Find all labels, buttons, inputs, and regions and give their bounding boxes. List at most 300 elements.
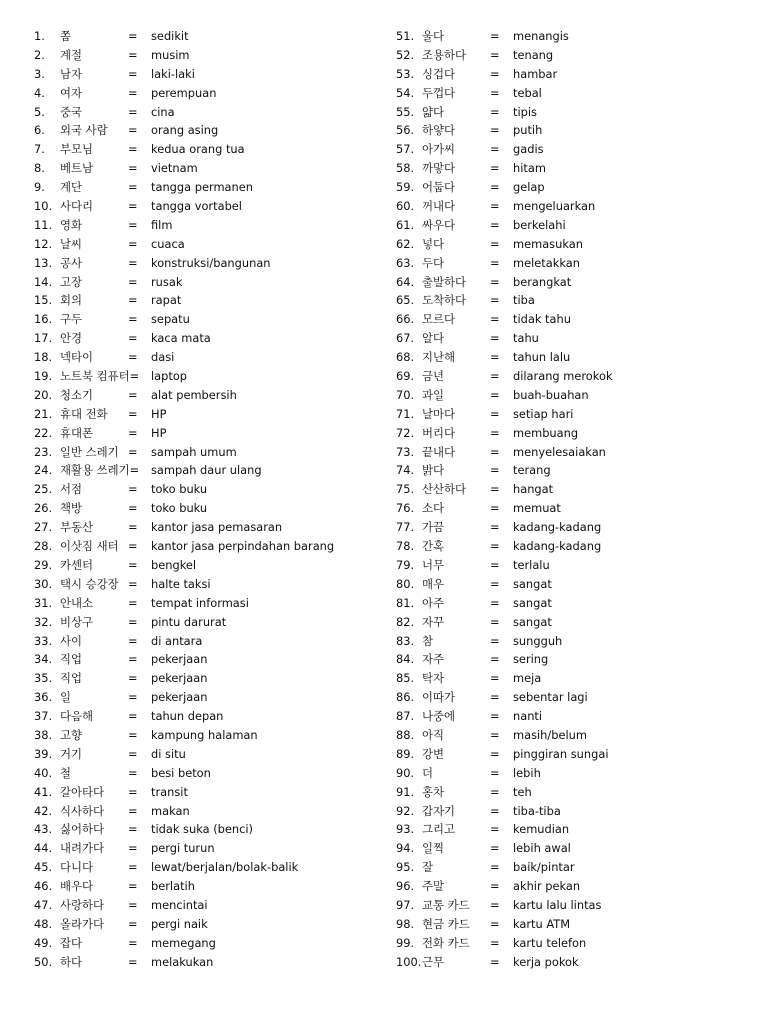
entry-number: 35. [34,671,53,686]
entry-number: 21. [34,406,53,421]
indonesian-translation: kartu lalu lintas [513,897,602,912]
equals-sign: = [128,217,138,232]
korean-word: 베트남 [60,161,94,176]
korean-word: 사이 [60,633,83,648]
korean-word: 그리고 [422,822,456,837]
equals-sign: = [128,614,138,629]
equals-sign: = [128,879,138,894]
entry-number: 84. [396,652,415,667]
equals-sign: = [490,161,500,176]
entry-number: 74. [396,463,415,478]
indonesian-translation: pekerjaan [151,652,208,667]
entry-number: 30. [34,576,53,591]
equals-sign: = [490,463,500,478]
indonesian-translation: meletakkan [513,255,580,270]
equals-sign: = [490,180,500,195]
equals-sign: = [128,236,138,251]
equals-sign: = [128,293,138,308]
equals-sign: = [490,520,500,535]
indonesian-translation: pergi naik [151,916,208,931]
equals-sign: = [128,312,138,327]
entry-number: 20. [34,387,53,402]
equals-sign: = [490,66,500,81]
equals-sign: = [490,671,500,686]
equals-sign: = [490,255,500,270]
equals-sign: = [128,274,138,289]
korean-word: 산산하다 [422,482,467,497]
indonesian-translation: menangis [513,29,569,43]
equals-sign: = [490,746,500,761]
entry-number: 91. [396,784,415,799]
equals-sign: = [490,916,500,931]
korean-word: 아가씨 [422,142,456,157]
equals-sign: = [490,822,500,837]
indonesian-translation: halte taksi [151,576,211,591]
entry-number: 41. [34,784,53,799]
equals-sign: = [128,633,138,648]
equals-sign: = [490,841,500,856]
korean-word: 나중에 [422,709,456,724]
korean-word: 넥타이 [60,350,94,365]
indonesian-translation: kadang-kadang [513,539,602,554]
korean-word: 싫어하다 [60,822,105,837]
indonesian-translation: lebih [513,765,541,780]
equals-sign: = [490,274,500,289]
korean-word: 비상구 [60,614,94,629]
entry-number: 58. [396,161,415,176]
entry-number: 48. [34,916,53,931]
entry-number: 77. [396,520,415,535]
indonesian-translation: di situ [151,746,186,761]
indonesian-translation: pergi turun [151,841,215,856]
indonesian-translation: memasukan [513,236,583,251]
indonesian-translation: laki-laki [151,66,195,81]
indonesian-translation: memuat [513,501,561,516]
korean-word: 다음해 [60,709,94,724]
equals-sign: = [490,331,500,346]
equals-sign: = [128,916,138,931]
entry-number: 16. [34,312,53,327]
indonesian-translation: kampung halaman [151,727,258,742]
equals-sign: = [128,180,138,195]
korean-word: 현금 카드 [422,916,470,931]
entry-number: 29. [34,557,53,572]
entry-number: 12. [34,236,53,251]
entry-number: 3. [34,66,45,81]
indonesian-translation: nanti [513,709,543,724]
entry-number: 95. [396,860,415,875]
equals-sign: = [490,85,500,100]
entry-number: 37. [34,709,53,724]
equals-sign: = [128,142,138,157]
equals-sign: = [128,784,138,799]
korean-word: 조용하다 [422,47,467,62]
entry-number: 96. [396,879,415,894]
entry-number: 23. [34,444,53,459]
entry-number: 71. [396,406,415,421]
equals-sign: = [490,557,500,572]
equals-sign: = [490,935,500,950]
equals-sign: = [128,350,138,365]
korean-word: 사랑하다 [60,897,105,912]
indonesian-translation: tebal [513,85,542,100]
entry-number: 50. [34,954,53,969]
equals-sign: = [490,652,500,667]
entry-number: 51. [396,29,415,43]
indonesian-translation: memegang [151,935,216,950]
indonesian-translation: sangat [513,614,552,629]
korean-word: 더 [422,765,434,780]
korean-word: 배우다 [60,879,94,894]
entry-number: 9. [34,180,45,195]
korean-word: 근무 [422,954,445,969]
korean-word: 회의 [60,293,83,308]
equals-sign: = [490,709,500,724]
equals-sign: = [128,709,138,724]
korean-word: 울다 [422,29,445,43]
korean-word: 갈아타다 [60,784,105,799]
entry-number: 32. [34,614,53,629]
korean-word: 가끔 [422,520,445,535]
entry-number: 87. [396,709,415,724]
korean-word: 참 [422,633,434,648]
equals-sign: = [490,406,500,421]
korean-word: 교통 카드 [422,897,470,912]
equals-sign: = [128,897,138,912]
korean-word: 사다리 [60,199,94,214]
indonesian-translation: sebentar lagi [513,690,588,705]
korean-word: 거기 [60,746,83,761]
indonesian-translation: HP [151,425,167,440]
indonesian-translation: tiba-tiba [513,803,561,818]
korean-word: 너무 [422,557,445,572]
entry-number: 19. [34,369,53,384]
entry-number: 45. [34,860,53,875]
entry-number: 47. [34,897,53,912]
korean-word: 다니다 [60,860,94,875]
korean-word: 휴대 전화 [60,406,108,421]
equals-sign: = [490,784,500,799]
equals-sign: = [490,444,500,459]
entry-number: 76. [396,501,415,516]
entry-number: 53. [396,66,415,81]
equals-sign: = [128,822,138,837]
entry-number: 5. [34,104,45,119]
korean-word: 남자 [60,66,83,81]
entry-number: 26. [34,501,53,516]
indonesian-translation: kadang-kadang [513,520,602,535]
entry-number: 25. [34,482,53,497]
indonesian-translation: teh [513,784,532,799]
entry-number: 54. [396,85,415,100]
equals-sign: = [128,671,138,686]
korean-word: 잡다 [60,935,83,950]
indonesian-translation: pinggiran sungai [513,746,609,761]
korean-word: 휴대폰 [60,425,94,440]
korean-word: 이따가 [422,690,456,705]
indonesian-translation: sering [513,652,549,667]
korean-word: 알다 [422,331,445,346]
equals-sign: = [128,255,138,270]
equals-sign: = [490,387,500,402]
korean-word: 자꾸 [422,614,445,629]
indonesian-translation: tidak suka (benci) [151,822,253,837]
indonesian-translation: mengeluarkan [513,199,596,214]
equals-sign: = [490,47,500,62]
entry-number: 62. [396,236,415,251]
equals-sign: = [128,954,138,969]
korean-word: 날마다 [422,406,456,421]
korean-word: 탁자 [422,671,445,686]
indonesian-translation: setiap hari [513,406,574,421]
indonesian-translation: kaca mata [151,331,211,346]
korean-word: 아주 [422,595,445,610]
indonesian-translation: kantor jasa perpindahan barang [151,539,335,554]
indonesian-translation: terlalu [513,557,550,572]
entry-number: 34. [34,652,53,667]
indonesian-translation: rusak [151,274,183,289]
korean-word: 두껍다 [422,85,456,100]
equals-sign: = [128,841,138,856]
indonesian-translation: kantor jasa pemasaran [151,520,283,535]
entry-number: 88. [396,727,415,742]
equals-sign: = [490,633,500,648]
entry-number: 4. [34,85,45,100]
indonesian-translation: berangkat [513,274,572,289]
korean-word: 노트북 컴퓨터= [60,369,140,384]
indonesian-translation: tiba [513,293,535,308]
entry-number: 39. [34,746,53,761]
entry-number: 93. [396,822,415,837]
indonesian-translation: vietnam [151,161,198,176]
indonesian-translation: tangga permanen [151,180,253,195]
equals-sign: = [490,482,500,497]
equals-sign: = [128,331,138,346]
indonesian-translation: toko buku [151,482,208,497]
indonesian-translation: tidak tahu [513,312,571,327]
korean-word: 직업 [60,671,83,686]
equals-sign: = [128,576,138,591]
equals-sign: = [490,879,500,894]
indonesian-translation: gelap [513,180,545,195]
indonesian-translation: meja [513,671,542,686]
korean-word: 끝내다 [422,444,456,459]
equals-sign: = [128,727,138,742]
korean-word: 올라가다 [60,916,105,931]
entry-number: 31. [34,595,53,610]
equals-sign: = [490,576,500,591]
entry-number: 6. [34,123,45,138]
korean-word: 재활용 쓰레기= [60,463,140,478]
korean-word: 두다 [422,255,445,270]
entry-number: 60. [396,199,415,214]
indonesian-translation: berlatih [151,879,195,894]
entry-number: 66. [396,312,415,327]
entry-number: 82. [396,614,415,629]
indonesian-translation: membuang [513,425,579,440]
equals-sign: = [128,501,138,516]
equals-sign: = [490,727,500,742]
equals-sign: = [490,217,500,232]
korean-word: 청소기 [60,387,94,402]
entry-number: 24. [34,463,53,478]
entry-number: 81. [396,595,415,610]
indonesian-translation: kedua orang tua [151,142,245,157]
indonesian-translation: hambar [513,66,558,81]
entry-number: 75. [396,482,415,497]
equals-sign: = [128,104,138,119]
equals-sign: = [490,897,500,912]
korean-word: 계절 [60,47,83,62]
korean-word: 도착하다 [422,293,467,308]
korean-word: 갑자기 [422,803,456,818]
korean-word: 일 [60,690,72,705]
entry-number: 52. [396,47,415,62]
indonesian-translation: hitam [513,161,546,176]
entry-number: 59. [396,180,415,195]
equals-sign: = [490,350,500,365]
equals-sign: = [128,387,138,402]
entry-number: 28. [34,539,53,554]
equals-sign: = [128,595,138,610]
equals-sign: = [490,501,500,516]
entry-number: 67. [396,331,415,346]
equals-sign: = [128,123,138,138]
entry-number: 99. [396,935,415,950]
equals-sign: = [128,746,138,761]
indonesian-translation: pintu darurat [151,614,227,629]
indonesian-translation: toko buku [151,501,208,516]
entry-number: 8. [34,161,45,176]
indonesian-translation: tahun lalu [513,350,571,365]
korean-word: 금년 [422,369,445,384]
entry-number: 64. [396,274,415,289]
entry-number: 42. [34,803,53,818]
equals-sign: = [490,595,500,610]
korean-word: 어둡다 [422,180,456,195]
equals-sign: = [128,199,138,214]
korean-word: 날씨 [60,236,83,251]
equals-sign: = [128,765,138,780]
equals-sign: = [490,690,500,705]
korean-word: 책방 [60,501,83,516]
korean-word: 출발하다 [422,274,467,289]
equals-sign: = [128,860,138,875]
korean-word: 영화 [60,217,83,232]
korean-word: 간혹 [422,539,445,554]
korean-word: 주말 [422,879,445,894]
korean-word: 공사 [60,255,83,270]
equals-sign: = [490,803,500,818]
entry-number: 46. [34,879,53,894]
indonesian-translation: kemudian [513,822,570,837]
indonesian-translation: sangat [513,595,552,610]
indonesian-translation: sepatu [151,312,190,327]
indonesian-translation: bengkel [151,557,197,572]
entry-number: 27. [34,520,53,535]
equals-sign: = [128,425,138,440]
indonesian-translation: tahu [513,331,539,346]
entry-number: 33. [34,633,53,648]
entry-number: 68. [396,350,415,365]
indonesian-translation: berkelahi [513,217,566,232]
indonesian-translation: sedikit [151,29,189,43]
equals-sign: = [128,482,138,497]
korean-word: 넣다 [422,236,445,251]
korean-word: 하얗다 [422,123,456,138]
indonesian-translation: transit [151,784,188,799]
korean-word: 직업 [60,652,83,667]
equals-sign: = [128,539,138,554]
equals-sign: = [490,425,500,440]
indonesian-translation: laptop [151,369,188,384]
indonesian-translation: sampah daur ulang [151,463,262,478]
equals-sign: = [128,520,138,535]
indonesian-translation: tahun depan [151,709,224,724]
equals-sign: = [490,312,500,327]
equals-sign: = [490,104,500,119]
entry-number: 56. [396,123,415,138]
entry-number: 85. [396,671,415,686]
indonesian-translation: besi beton [151,765,211,780]
indonesian-translation: kerja pokok [513,954,579,969]
entry-number: 10. [34,199,53,214]
korean-word: 계단 [60,180,83,195]
korean-word: 외국 사람 [60,123,108,138]
indonesian-translation: di antara [151,633,203,648]
equals-sign: = [128,803,138,818]
entry-number: 14. [34,274,53,289]
equals-sign: = [128,690,138,705]
entry-number: 55. [396,104,415,119]
korean-word: 쫌 [60,29,72,43]
equals-sign: = [128,406,138,421]
entry-number: 11. [34,217,53,232]
korean-word: 지난해 [422,350,456,365]
equals-sign: = [128,161,138,176]
equals-sign: = [490,199,500,214]
korean-word: 내려가다 [60,841,105,856]
entry-number: 70. [396,387,415,402]
entry-number: 100. [396,954,422,969]
equals-sign: = [490,236,500,251]
entry-number: 43. [34,822,53,837]
indonesian-translation: orang asing [151,123,219,138]
entry-number: 83. [396,633,415,648]
korean-word: 자주 [422,652,445,667]
korean-word: 소다 [422,501,445,516]
entry-number: 80. [396,576,415,591]
korean-word: 버리다 [422,425,456,440]
equals-sign: = [490,614,500,629]
korean-word: 서점 [60,482,83,497]
indonesian-translation: tenang [513,47,554,62]
korean-word: 부모님 [60,142,94,157]
indonesian-translation: HP [151,406,167,421]
entry-number: 69. [396,369,415,384]
korean-word: 구두 [60,312,83,327]
entry-number: 63. [396,255,415,270]
korean-word: 까맣다 [422,161,456,176]
indonesian-translation: kartu ATM [513,916,571,931]
indonesian-translation: masih/belum [513,727,587,742]
indonesian-translation: konstruksi/bangunan [151,255,271,270]
equals-sign: = [490,539,500,554]
indonesian-translation: terang [513,463,551,478]
korean-word: 안내소 [60,595,94,610]
entry-number: 92. [396,803,415,818]
entry-number: 73. [396,444,415,459]
